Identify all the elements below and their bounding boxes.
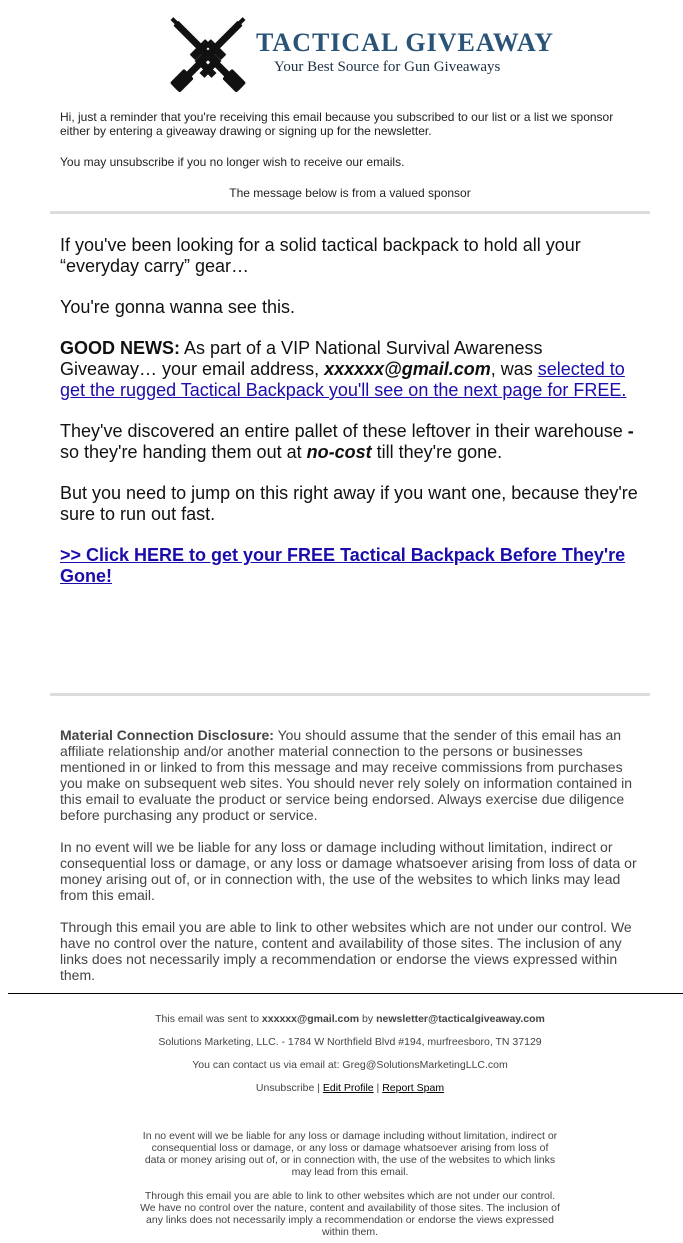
- separator: |: [373, 1082, 383, 1094]
- good-news-after: , was: [490, 359, 538, 379]
- disclosure-section: [60, 727, 640, 983]
- sent-to-line: [100, 1013, 600, 1025]
- footer-links-disclaimer: Through this email you are able to link to other websites which are not under our control. We have no control over the nature, content and availability of those sites. The inclusion of any links does not necessarily imply a recommendation or endorse the views expressed within them.: [140, 1190, 560, 1238]
- sent-email: xxxxxx@gmail.com: [261, 1013, 360, 1025]
- urgency-paragraph: But you need to jump on this right away if you want one, because they're sure to run out fast.: [60, 483, 638, 524]
- recipient-email: xxxxxx@gmail.com: [324, 359, 491, 379]
- footer-liability-disclaimer: In no event will we be liable for any loss or damage including without limitation, indirect or consequential loss or damage, or any loss or damage whatsoever arising from loss of data or money arising out of, or in connection with, the use of the websites to which links may lead from this email.: [142, 1130, 558, 1178]
- footer-disclaimers: [140, 1130, 560, 1238]
- disclosure-label: Material Connection Disclosure:: [60, 727, 274, 743]
- footer-divider: [8, 993, 683, 994]
- report-spam-link[interactable]: Report Spam: [382, 1082, 445, 1094]
- good-news-paragraph: [60, 338, 640, 401]
- good-news-label: GOOD NEWS:: [60, 338, 180, 358]
- message-teaser: You're gonna wanna see this.: [60, 297, 295, 317]
- tactical-giveaway-logo: [158, 10, 558, 102]
- footer-links: [100, 1082, 600, 1094]
- pallet-dash: -: [627, 421, 634, 441]
- selected-backpack-link[interactable]: selected to get the rugged Tactical Backpack you'll see on the next page for FREE.: [60, 359, 627, 400]
- external-links-disclaimer: Through this email you are able to link to other websites which are not under our control. We have no control over the nature, content and availability of those sites. The inclusion of any links does not necessarily imply a recommendation or endorse the views expressed within them.: [60, 919, 632, 983]
- edit-profile-link[interactable]: Edit Profile: [322, 1082, 374, 1094]
- message-intro: If you've been looking for a solid tactical backpack to hold all your “everyday carry” gear…: [60, 235, 581, 276]
- pallet-after: till they're gone.: [371, 442, 503, 462]
- no-cost-emphasis: no-cost: [306, 442, 372, 462]
- separator: |: [314, 1082, 323, 1094]
- divider-middle: [50, 693, 650, 696]
- pallet-text: They've discovered an entire pallet of these leftover in their warehouse: [60, 421, 628, 441]
- liability-disclaimer: In no event will we be liable for any loss or damage including without limitation, indirect or consequential loss or damage, or any loss or damage whatsoever arising from loss of data or money arising out of, or in connection with, the use of the websites to which links may lead from this email.: [60, 839, 637, 903]
- sent-by: by: [359, 1013, 377, 1025]
- disclosure-text: You should assume that the sender of this email has an affiliate relationship and/or another material connection to the persons or businesses mentioned in or linked to from this message and may receive commissions from purchases you make on subsequent web sites. You should never rely solely on information contained in this email to evaluate the product or service being endorsed. Always exercise due diligence before purchasing any product or service.: [60, 727, 633, 823]
- unsubscribe-link[interactable]: Unsubscribe: [255, 1082, 315, 1094]
- material-connection-disclosure: [60, 727, 640, 823]
- pallet-paragraph: [60, 421, 640, 463]
- sender-email: newsletter@tacticalgiveaway.com: [376, 1013, 545, 1025]
- logo-tagline: Your Best Source for Gun Giveaways: [274, 59, 501, 75]
- logo-title: TACTICAL GIVEAWAY: [256, 28, 555, 57]
- pallet-text-2: so they're handing them out at: [60, 442, 307, 462]
- subscription-reminder: Hi, just a reminder that you're receiving this email because you subscribed to our list or a list we sponsor either by entering a giveaway drawing or signing up for the newsletter.: [60, 110, 614, 138]
- sent-prefix: This email was sent to: [155, 1013, 262, 1025]
- company-address: Solutions Marketing, LLC. - 1784 W Northfield Blvd #194, murfreesboro, TN 37129: [158, 1036, 542, 1048]
- message-body: [60, 235, 640, 587]
- good-news-text: As part of a VIP National Survival Awareness Giveaway… your email address,: [60, 338, 543, 379]
- divider-top: [50, 211, 650, 214]
- unsubscribe-note: You may unsubscribe if you no longer wish to receive our emails.: [60, 155, 405, 169]
- crossed-rifles-icon: [158, 10, 258, 102]
- cta-link[interactable]: >> Click HERE to get your FREE Tactical Backpack Before They're Gone!: [60, 545, 626, 586]
- footer: [100, 1013, 600, 1094]
- contact-line: You can contact us via email at: Greg@SolutionsMarketingLLC.com: [192, 1059, 508, 1071]
- sponsor-note: The message below is from a valued sponsor: [229, 186, 471, 200]
